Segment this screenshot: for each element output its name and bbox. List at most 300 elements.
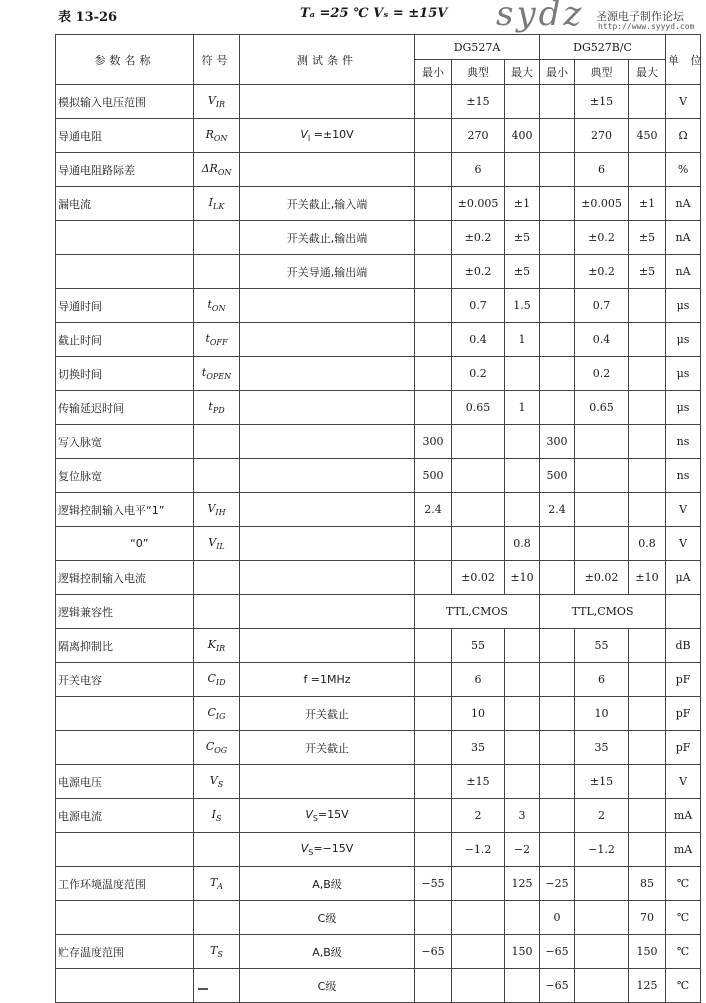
unit: μs bbox=[666, 323, 701, 357]
value-b-min bbox=[540, 663, 575, 697]
value-a-max: 150 bbox=[505, 935, 540, 969]
value-a-typ bbox=[452, 459, 505, 493]
watermark bbox=[488, 0, 705, 34]
value-b-typ: 2 bbox=[575, 799, 629, 833]
value-b-min: 0 bbox=[540, 901, 575, 935]
value-a-min: −55 bbox=[415, 867, 452, 901]
value-b-max bbox=[629, 357, 666, 391]
param-name: 电源电流 bbox=[56, 799, 194, 833]
param-name: 传输延迟时间 bbox=[56, 391, 194, 425]
table-row bbox=[56, 221, 701, 255]
value-a-max: 3 bbox=[505, 799, 540, 833]
page-header bbox=[0, 0, 705, 34]
table-row bbox=[56, 527, 701, 561]
value-b-min bbox=[540, 527, 575, 561]
unit: V bbox=[666, 527, 701, 561]
value-a-typ: ±15 bbox=[452, 765, 505, 799]
unit: ℃ bbox=[666, 935, 701, 969]
value-a-min: −65 bbox=[415, 935, 452, 969]
value-b-min bbox=[540, 833, 575, 867]
param-name bbox=[56, 697, 194, 731]
unit: nA bbox=[666, 221, 701, 255]
table-row bbox=[56, 187, 701, 221]
test-conditions: Tₐ =25 ℃ Vₛ = ±15V bbox=[300, 6, 448, 21]
value-b-min bbox=[540, 153, 575, 187]
table-row bbox=[56, 663, 701, 697]
table-row bbox=[56, 799, 701, 833]
value-b-typ: 6 bbox=[575, 153, 629, 187]
test-condition: 开关截止,输出端 bbox=[240, 221, 415, 255]
value-b-typ bbox=[575, 527, 629, 561]
param-name bbox=[56, 221, 194, 255]
value-b-typ: 6 bbox=[575, 663, 629, 697]
value-a-max bbox=[505, 153, 540, 187]
value-b-typ bbox=[575, 493, 629, 527]
test-condition bbox=[240, 391, 415, 425]
test-condition: 开关导通,输出端 bbox=[240, 255, 415, 289]
value-a-max: 400 bbox=[505, 119, 540, 153]
symbol: $T_S$ bbox=[194, 935, 240, 969]
param-name: 导通电阻 bbox=[56, 119, 194, 153]
value-a-max bbox=[505, 663, 540, 697]
value-b-min bbox=[540, 629, 575, 663]
value-a-max: −2 bbox=[505, 833, 540, 867]
test-condition bbox=[240, 561, 415, 595]
value-b-max: 85 bbox=[629, 867, 666, 901]
value-a-typ: 2 bbox=[452, 799, 505, 833]
value-a-typ: 35 bbox=[452, 731, 505, 765]
param-name: 逻辑控制输入电平“1” bbox=[56, 493, 194, 527]
value-a-max: ±5 bbox=[505, 221, 540, 255]
spec-table-body bbox=[56, 85, 701, 1003]
value-b-typ bbox=[575, 459, 629, 493]
value-a-typ: 270 bbox=[452, 119, 505, 153]
value-a-max bbox=[505, 901, 540, 935]
col-unit-header: 单 位 bbox=[666, 35, 701, 85]
value-a-min bbox=[415, 697, 452, 731]
value-b-typ: 35 bbox=[575, 731, 629, 765]
value-a-typ bbox=[452, 493, 505, 527]
param-name bbox=[56, 969, 194, 1003]
test-condition: C级 bbox=[240, 901, 415, 935]
value-b-max: 0.8 bbox=[629, 527, 666, 561]
value-a-max: ±5 bbox=[505, 255, 540, 289]
a-min-header: 最小 bbox=[415, 60, 452, 85]
value-b-max bbox=[629, 833, 666, 867]
test-condition: f =1MHz bbox=[240, 663, 415, 697]
value-b-max: ±1 bbox=[629, 187, 666, 221]
value-b-max: 450 bbox=[629, 119, 666, 153]
value-b-typ: ±0.2 bbox=[575, 255, 629, 289]
value-b-min: 300 bbox=[540, 425, 575, 459]
param-name: 漏电流 bbox=[56, 187, 194, 221]
value-b-max bbox=[629, 731, 666, 765]
value-b-typ: ±0.02 bbox=[575, 561, 629, 595]
value-b-max bbox=[629, 629, 666, 663]
test-condition: $V_S=-15V$ bbox=[240, 833, 415, 867]
value-a-min: 500 bbox=[415, 459, 452, 493]
symbol: $\Delta R_{ON}$ bbox=[194, 153, 240, 187]
watermark-logo: sydz bbox=[496, 0, 585, 34]
value-a-min bbox=[415, 731, 452, 765]
value-b-min: −25 bbox=[540, 867, 575, 901]
col-condition-header: 测试条件 bbox=[240, 35, 415, 85]
value-a-typ: 55 bbox=[452, 629, 505, 663]
symbol bbox=[194, 969, 240, 1003]
unit: μs bbox=[666, 357, 701, 391]
table-row bbox=[56, 391, 701, 425]
value-b-max: ±5 bbox=[629, 221, 666, 255]
param-name: 逻辑控制输入电流 bbox=[56, 561, 194, 595]
device-b-value: TTL,CMOS bbox=[540, 595, 666, 629]
unit: ℃ bbox=[666, 969, 701, 1003]
value-b-min bbox=[540, 391, 575, 425]
unit: nA bbox=[666, 187, 701, 221]
param-name: 工作环境温度范围 bbox=[56, 867, 194, 901]
symbol: $K_{IR}$ bbox=[194, 629, 240, 663]
value-a-max: ±10 bbox=[505, 561, 540, 595]
symbol bbox=[194, 425, 240, 459]
symbol: $t_{ON}$ bbox=[194, 289, 240, 323]
value-b-max bbox=[629, 153, 666, 187]
value-b-typ: 270 bbox=[575, 119, 629, 153]
symbol: $C_{OG}$ bbox=[194, 731, 240, 765]
value-b-min: 2.4 bbox=[540, 493, 575, 527]
value-b-typ: 0.65 bbox=[575, 391, 629, 425]
value-b-max bbox=[629, 493, 666, 527]
value-b-min bbox=[540, 119, 575, 153]
unit: mA bbox=[666, 833, 701, 867]
device-a-value: TTL,CMOS bbox=[415, 595, 540, 629]
table-row bbox=[56, 901, 701, 935]
test-condition bbox=[240, 459, 415, 493]
param-name: 写入脉宽 bbox=[56, 425, 194, 459]
value-a-typ: 6 bbox=[452, 153, 505, 187]
value-a-typ: ±0.2 bbox=[452, 221, 505, 255]
value-a-typ: ±0.2 bbox=[452, 255, 505, 289]
a-max-header: 最大 bbox=[505, 60, 540, 85]
unit: pF bbox=[666, 663, 701, 697]
value-a-min: 2.4 bbox=[415, 493, 452, 527]
test-condition: A,B级 bbox=[240, 935, 415, 969]
test-condition bbox=[240, 289, 415, 323]
value-b-min bbox=[540, 221, 575, 255]
param-name: 复位脉宽 bbox=[56, 459, 194, 493]
test-condition bbox=[240, 153, 415, 187]
value-a-typ: 0.65 bbox=[452, 391, 505, 425]
value-a-typ bbox=[452, 935, 505, 969]
value-a-max bbox=[505, 459, 540, 493]
value-a-min bbox=[415, 255, 452, 289]
value-a-min bbox=[415, 799, 452, 833]
device-b-header: DG527B/C bbox=[540, 35, 666, 60]
value-b-typ bbox=[575, 901, 629, 935]
table-row bbox=[56, 153, 701, 187]
value-a-min bbox=[415, 153, 452, 187]
value-a-max: 1 bbox=[505, 323, 540, 357]
symbol bbox=[194, 255, 240, 289]
unit: μs bbox=[666, 391, 701, 425]
test-condition: 开关截止 bbox=[240, 697, 415, 731]
value-a-typ: 0.7 bbox=[452, 289, 505, 323]
b-max-header: 最大 bbox=[629, 60, 666, 85]
param-name: 逻辑兼容性 bbox=[56, 595, 194, 629]
value-b-typ bbox=[575, 425, 629, 459]
value-a-typ bbox=[452, 527, 505, 561]
value-b-typ: ±0.2 bbox=[575, 221, 629, 255]
table-row bbox=[56, 595, 701, 629]
value-b-max: ±10 bbox=[629, 561, 666, 595]
value-a-min bbox=[415, 969, 452, 1003]
test-condition bbox=[240, 357, 415, 391]
value-b-max bbox=[629, 85, 666, 119]
col-symbol-header: 符号 bbox=[194, 35, 240, 85]
unit: μs bbox=[666, 289, 701, 323]
unit: Ω bbox=[666, 119, 701, 153]
unit: % bbox=[666, 153, 701, 187]
test-condition bbox=[240, 765, 415, 799]
param-name: 导通电阻路际差 bbox=[56, 153, 194, 187]
value-a-max: 1 bbox=[505, 391, 540, 425]
symbol: $t_{OFF}$ bbox=[194, 323, 240, 357]
col-param-header: 参数名称 bbox=[56, 35, 194, 85]
value-b-typ: −1.2 bbox=[575, 833, 629, 867]
value-a-min bbox=[415, 323, 452, 357]
value-a-typ: 0.4 bbox=[452, 323, 505, 357]
value-a-min bbox=[415, 561, 452, 595]
value-b-max bbox=[629, 799, 666, 833]
value-b-min bbox=[540, 357, 575, 391]
test-condition: 开关截止,输入端 bbox=[240, 187, 415, 221]
test-condition bbox=[240, 527, 415, 561]
value-b-typ: ±15 bbox=[575, 765, 629, 799]
table-row bbox=[56, 85, 701, 119]
value-b-typ: 0.4 bbox=[575, 323, 629, 357]
value-b-typ: 0.2 bbox=[575, 357, 629, 391]
spec-table bbox=[55, 34, 706, 1003]
value-b-typ bbox=[575, 969, 629, 1003]
a-typ-header: 典型 bbox=[452, 60, 505, 85]
value-b-max bbox=[629, 697, 666, 731]
value-b-max: 125 bbox=[629, 969, 666, 1003]
param-name: 截止时间 bbox=[56, 323, 194, 357]
value-a-typ bbox=[452, 867, 505, 901]
value-a-max bbox=[505, 493, 540, 527]
symbol: $I_{LK}$ bbox=[194, 187, 240, 221]
unit: pF bbox=[666, 731, 701, 765]
value-a-min bbox=[415, 187, 452, 221]
param-name: 隔离抑制比 bbox=[56, 629, 194, 663]
value-a-max: ±1 bbox=[505, 187, 540, 221]
symbol: $t_{PD}$ bbox=[194, 391, 240, 425]
unit: ns bbox=[666, 425, 701, 459]
value-b-max bbox=[629, 391, 666, 425]
b-min-header: 最小 bbox=[540, 60, 575, 85]
value-b-max bbox=[629, 323, 666, 357]
value-b-min bbox=[540, 731, 575, 765]
symbol: $V_{IL}$ bbox=[194, 527, 240, 561]
value-a-min bbox=[415, 289, 452, 323]
param-name: “0” bbox=[56, 527, 194, 561]
param-name bbox=[56, 255, 194, 289]
value-b-min: 500 bbox=[540, 459, 575, 493]
value-a-min bbox=[415, 629, 452, 663]
test-condition bbox=[240, 85, 415, 119]
param-name: 电源电压 bbox=[56, 765, 194, 799]
test-condition: A,B级 bbox=[240, 867, 415, 901]
test-condition: $V_I =\pm 10V$ bbox=[240, 119, 415, 153]
value-b-min bbox=[540, 85, 575, 119]
test-condition bbox=[240, 425, 415, 459]
unit: mA bbox=[666, 799, 701, 833]
value-b-typ: ±15 bbox=[575, 85, 629, 119]
value-a-max bbox=[505, 85, 540, 119]
table-row bbox=[56, 493, 701, 527]
value-a-typ: ±15 bbox=[452, 85, 505, 119]
table-row bbox=[56, 629, 701, 663]
value-b-min bbox=[540, 799, 575, 833]
param-name: 切换时间 bbox=[56, 357, 194, 391]
value-b-typ: 55 bbox=[575, 629, 629, 663]
symbol: $I_S$ bbox=[194, 799, 240, 833]
unit: pF bbox=[666, 697, 701, 731]
table-row bbox=[56, 935, 701, 969]
test-condition bbox=[240, 323, 415, 357]
table-row bbox=[56, 867, 701, 901]
value-a-min bbox=[415, 663, 452, 697]
table-row bbox=[56, 765, 701, 799]
unit: ℃ bbox=[666, 867, 701, 901]
symbol bbox=[194, 561, 240, 595]
unit: dB bbox=[666, 629, 701, 663]
value-a-typ: ±0.005 bbox=[452, 187, 505, 221]
value-b-max: 150 bbox=[629, 935, 666, 969]
value-a-min bbox=[415, 85, 452, 119]
value-b-max bbox=[629, 663, 666, 697]
b-typ-header: 典型 bbox=[575, 60, 629, 85]
unit: nA bbox=[666, 255, 701, 289]
value-a-min bbox=[415, 765, 452, 799]
value-a-typ bbox=[452, 425, 505, 459]
value-b-min bbox=[540, 187, 575, 221]
param-name: 贮存温度范围 bbox=[56, 935, 194, 969]
symbol: $T_A$ bbox=[194, 867, 240, 901]
test-condition bbox=[240, 493, 415, 527]
symbol: $V_{IH}$ bbox=[194, 493, 240, 527]
watermark-site-name: 圣源电子制作论坛 bbox=[596, 10, 684, 23]
value-b-max bbox=[629, 765, 666, 799]
param-name bbox=[56, 901, 194, 935]
symbol: $V_S$ bbox=[194, 765, 240, 799]
value-b-min bbox=[540, 561, 575, 595]
value-a-min bbox=[415, 357, 452, 391]
table-row bbox=[56, 323, 701, 357]
test-condition: $V_S=15V$ bbox=[240, 799, 415, 833]
value-a-min: 300 bbox=[415, 425, 452, 459]
watermark-url: http://www.syyyd.com bbox=[598, 22, 695, 31]
value-b-typ bbox=[575, 935, 629, 969]
param-name bbox=[56, 833, 194, 867]
unit bbox=[666, 595, 701, 629]
value-a-typ: 10 bbox=[452, 697, 505, 731]
value-a-min bbox=[415, 391, 452, 425]
unit: ns bbox=[666, 459, 701, 493]
table-row bbox=[56, 561, 701, 595]
table-row bbox=[56, 731, 701, 765]
value-a-max: 1.5 bbox=[505, 289, 540, 323]
table-row bbox=[56, 255, 701, 289]
symbol: $t_{OPEN}$ bbox=[194, 357, 240, 391]
value-b-typ: 10 bbox=[575, 697, 629, 731]
test-condition bbox=[240, 595, 415, 629]
param-name: 开关电容 bbox=[56, 663, 194, 697]
table-row bbox=[56, 357, 701, 391]
value-b-typ: 0.7 bbox=[575, 289, 629, 323]
table-number: 表 13-26 bbox=[58, 10, 118, 25]
value-b-min bbox=[540, 255, 575, 289]
value-a-min bbox=[415, 833, 452, 867]
value-b-min bbox=[540, 765, 575, 799]
table-row bbox=[56, 833, 701, 867]
value-a-max bbox=[505, 731, 540, 765]
value-b-min: −65 bbox=[540, 969, 575, 1003]
table-row bbox=[56, 697, 701, 731]
value-a-max bbox=[505, 629, 540, 663]
unit: V bbox=[666, 493, 701, 527]
table-row bbox=[56, 969, 701, 1003]
unit: V bbox=[666, 765, 701, 799]
symbol bbox=[194, 901, 240, 935]
table-row bbox=[56, 459, 701, 493]
value-a-typ bbox=[452, 901, 505, 935]
value-a-typ bbox=[452, 969, 505, 1003]
symbol: $C_{ID}$ bbox=[194, 663, 240, 697]
test-condition: C级 bbox=[240, 969, 415, 1003]
page-mark bbox=[198, 988, 208, 990]
value-b-typ bbox=[575, 867, 629, 901]
symbol: $R_{ON}$ bbox=[194, 119, 240, 153]
param-name: 模拟输入电压范围 bbox=[56, 85, 194, 119]
value-a-typ: 0.2 bbox=[452, 357, 505, 391]
value-a-typ: 6 bbox=[452, 663, 505, 697]
value-a-max: 125 bbox=[505, 867, 540, 901]
test-condition: 开关截止 bbox=[240, 731, 415, 765]
value-b-max: ±5 bbox=[629, 255, 666, 289]
value-a-max bbox=[505, 969, 540, 1003]
value-a-max bbox=[505, 357, 540, 391]
value-a-min bbox=[415, 527, 452, 561]
unit: V bbox=[666, 85, 701, 119]
value-a-min bbox=[415, 119, 452, 153]
symbol bbox=[194, 459, 240, 493]
value-b-max bbox=[629, 425, 666, 459]
value-a-min bbox=[415, 901, 452, 935]
unit: μA bbox=[666, 561, 701, 595]
value-b-max bbox=[629, 289, 666, 323]
value-b-typ: ±0.005 bbox=[575, 187, 629, 221]
value-b-max bbox=[629, 459, 666, 493]
value-b-min: −65 bbox=[540, 935, 575, 969]
value-a-typ: ±0.02 bbox=[452, 561, 505, 595]
value-b-max: 70 bbox=[629, 901, 666, 935]
table-row bbox=[56, 289, 701, 323]
value-a-max bbox=[505, 697, 540, 731]
device-a-header: DG527A bbox=[415, 35, 540, 60]
param-name bbox=[56, 731, 194, 765]
unit: ℃ bbox=[666, 901, 701, 935]
symbol bbox=[194, 221, 240, 255]
symbol: $C_{IG}$ bbox=[194, 697, 240, 731]
